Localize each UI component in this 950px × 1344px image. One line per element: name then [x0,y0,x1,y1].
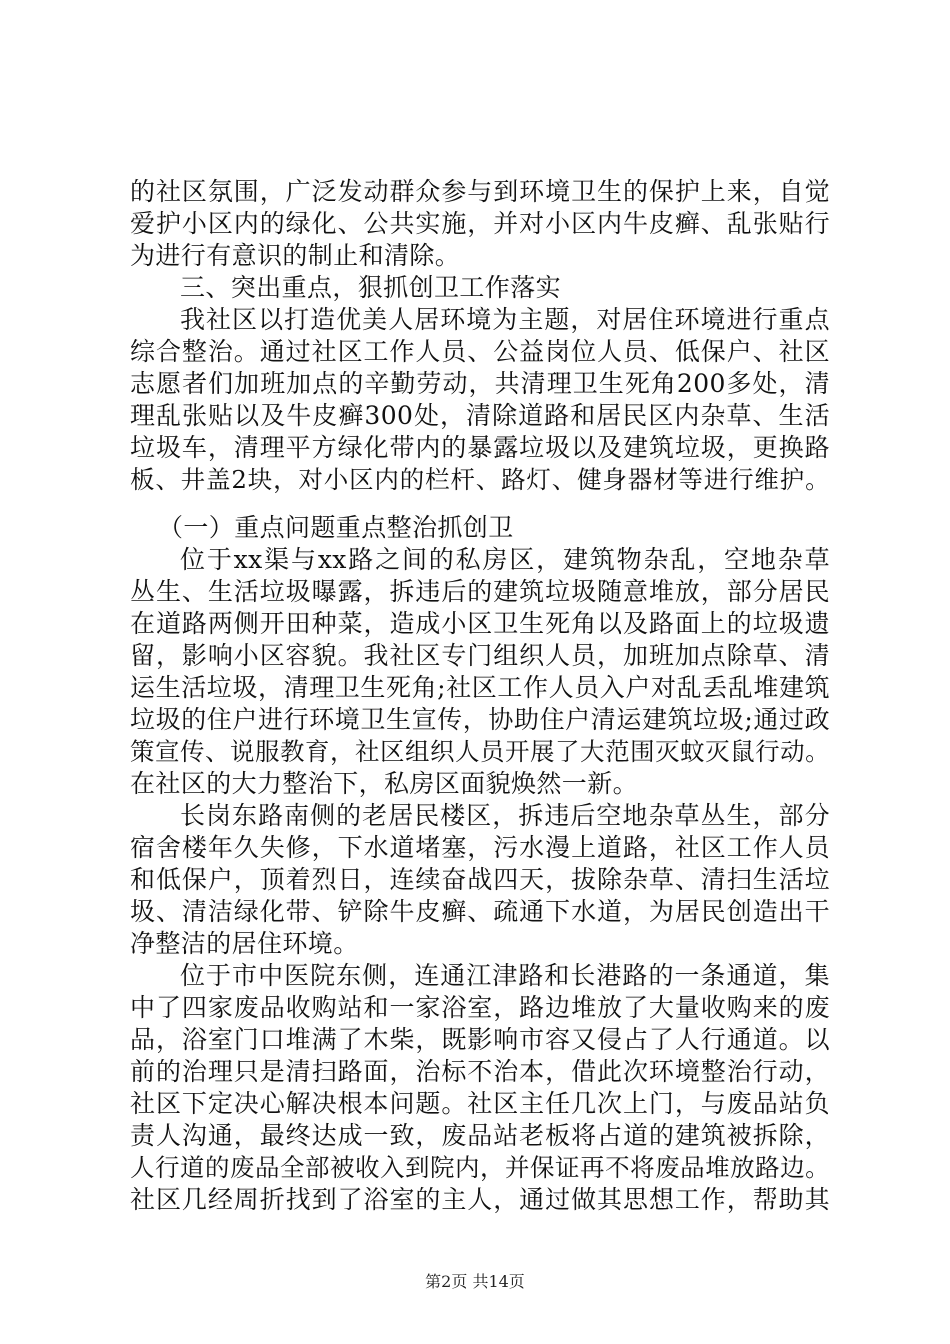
text-line: 综合整治。通过社区工作人员、公益岗位人员、低保户、社区 [130,337,830,366]
text-line: 爱护小区内的绿化、公共实施，并对小区内牛皮癣、乱张贴行 [130,209,830,238]
text-line: 运生活垃圾，清理卫生死角;社区工作人员入户对乱丢乱堆建筑 [130,673,830,702]
page-footer: 第2页 共14页 [425,1272,525,1291]
text-line: 策宣传、说服教育，社区组织人员开展了大范围灭蚊灭鼠行动。 [130,737,830,766]
text-line: 责人沟通，最终达成一致，废品站老板将占道的建筑被拆除， [130,1121,830,1150]
text-line: 品，浴室门口堆满了木柴，既影响市容又侵占了人行通道。以 [130,1025,830,1054]
subsection-heading: （一）重点问题重点整治抓创卫 [158,513,514,542]
text-line: 位于xx渠与xx路之间的私房区，建筑物杂乱，空地杂草 [180,545,830,574]
text-line: 位于市中医院东侧，连通江津路和长港路的一条通道，集 [180,961,830,990]
text-line: 在社区的大力整治下，私房区面貌焕然一新。 [130,769,639,798]
text-line: 的社区氛围，广泛发动群众参与到环境卫生的保护上来，自觉 [130,177,830,206]
text-line: 垃圾车，清理平方绿化带内的暴露垃圾以及建筑垃圾，更换路 [130,433,830,462]
text-line: 丛生、生活垃圾曝露，拆违后的建筑垃圾随意堆放，部分居民 [130,577,830,606]
text-line: 留，影响小区容貌。我社区专门组织人员，加班加点除草、清 [130,641,830,670]
text-line: 宿舍楼年久失修，下水道堵塞，污水漫上道路，社区工作人员 [130,833,830,862]
text-line: 净整洁的居住环境。 [130,929,359,958]
text-line: 社区下定决心解决根本问题。社区主任几次上门，与废品站负 [130,1089,830,1118]
text-line: 长岗东路南侧的老居民楼区，拆违后空地杂草丛生，部分 [180,801,830,830]
text-line: 中了四家废品收购站和一家浴室，路边堆放了大量收购来的废 [130,993,830,1022]
text-line: 我社区以打造优美人居环境为主题，对居住环境进行重点 [180,305,830,334]
text-line: 在道路两侧开田种菜，造成小区卫生死角以及路面上的垃圾遗 [130,609,830,638]
text-line: 理乱张贴以及牛皮癣300处，清除道路和居民区内杂草、生活 [130,401,830,430]
text-line: 为进行有意识的制止和清除。 [130,241,461,270]
text-line: 志愿者们加班加点的辛勤劳动，共清理卫生死角200多处，清 [130,369,830,398]
text-line: 板、井盖2块，对小区内的栏杆、路灯、健身器材等进行维护。 [130,465,830,494]
text-line: 圾、清洁绿化带、铲除牛皮癣、疏通下水道，为居民创造出干 [130,897,830,926]
text-line: 垃圾的住户进行环境卫生宣传，协助住户清运建筑垃圾;通过政 [130,705,830,734]
text-line: 前的治理只是清扫路面，治标不治本，借此次环境整治行动， [130,1057,830,1086]
text-line: 人行道的废品全部被收入到院内，并保证再不将废品堆放路边。 [130,1153,830,1182]
text-line: 和低保户，顶着烈日，连续奋战四天，拔除杂草、清扫生活垃 [130,865,830,894]
text-line: 社区几经周折找到了浴室的主人，通过做其思想工作，帮助其 [130,1185,830,1214]
section-heading: 三、突出重点，狠抓创卫工作落实 [180,273,562,302]
